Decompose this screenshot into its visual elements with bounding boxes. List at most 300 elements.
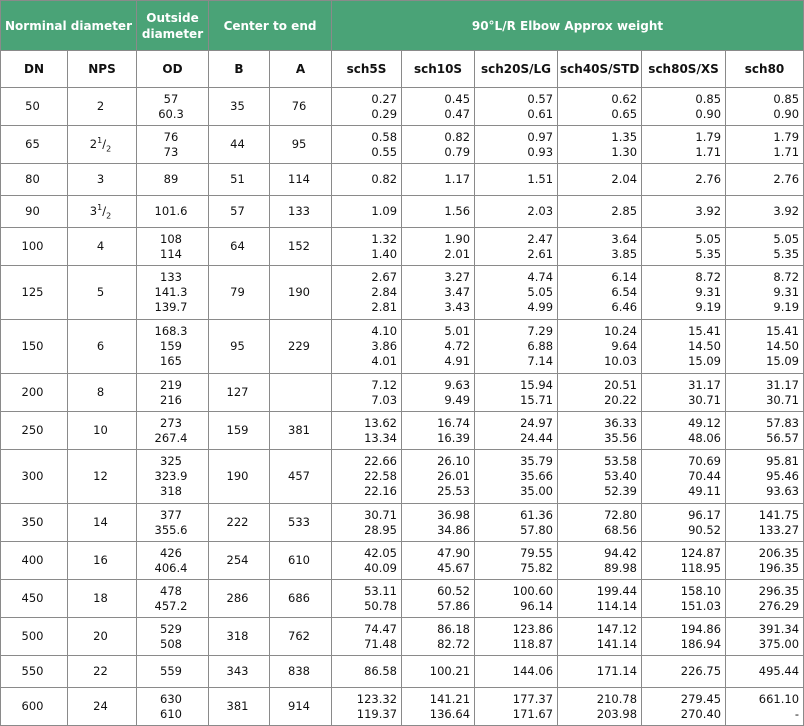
cell-value: 141.21 [429,691,471,706]
cell-value: 1.79 [695,129,722,144]
cell-sch5s [332,266,402,320]
cell-value: 0.90 [773,106,800,121]
cell-dn: 250 [1,412,68,450]
cell-value: 4.72 [444,339,471,353]
nps-whole: 22 [93,664,108,678]
cell-value: 4.99 [527,300,554,314]
cell-value: 478 [160,583,182,598]
table-row [1,450,804,504]
cell-value: 13.34 [364,430,398,445]
cell-value: 5.35 [695,246,722,261]
cell-value: 2.04 [611,172,638,186]
cell-a: 190 [270,266,332,320]
nps-fraction-numerator: 1 [97,136,103,146]
cell-value: 119.37 [356,706,398,721]
cell-sch5s [332,542,402,580]
cell-sch10s [402,542,475,580]
table-row [1,618,804,656]
cell-od [137,320,209,374]
group-header-row [1,1,804,51]
cell-a: 610 [270,542,332,580]
nps-whole: 4 [96,239,105,253]
cell-value: 7.29 [527,324,554,338]
cell-value: 3.86 [371,339,398,353]
cell-value: 35.00 [520,484,554,498]
cell-value: 1.90 [444,231,471,246]
cell-sch80s [642,374,726,412]
cell-value: 2.47 [527,231,554,246]
cell-sch10s [402,374,475,412]
cell-value: 406.4 [154,560,188,575]
table-row [1,688,804,726]
cell-value: 226.75 [680,664,722,678]
cell-value: 86.18 [437,621,471,636]
cell-value: 0.57 [527,91,554,106]
cell-dn: 350 [1,504,68,542]
cell-nps [68,542,137,580]
cell-value: 68.56 [604,522,638,537]
cell-value: 16.74 [437,415,471,430]
cell-value: 1.09 [371,204,398,218]
nps-whole: 3 [96,172,105,186]
nps-whole: 14 [93,515,108,529]
cell-value: 20.51 [604,377,638,392]
cell-value: 168.3 [154,324,188,338]
table-row [1,126,804,164]
cell-value: 9.19 [695,300,722,314]
cell-a: 838 [270,656,332,688]
cell-sch10s [402,412,475,450]
cell-sch80 [726,542,804,580]
cell-value: 2.03 [527,204,554,218]
cell-value: 71.48 [364,636,398,651]
cell-value: 1.71 [695,144,722,159]
cell-value: 216 [160,392,182,407]
cell-value: 24.97 [520,415,554,430]
cell-value: 89.98 [604,560,638,575]
cell-sch20s [475,504,558,542]
cell-value: 6.14 [611,270,638,284]
cell-value: 6.88 [527,339,554,353]
cell-sch10s [402,320,475,374]
cell-value: 124.87 [680,545,722,560]
cell-value: 5.01 [444,324,471,338]
cell-nps [68,688,137,726]
nps-fraction-denominator: 2 [106,211,112,221]
cell-value: 1.51 [527,172,554,186]
cell-od [137,580,209,618]
cell-sch5s [332,580,402,618]
nps-whole: 2 [96,99,105,113]
cell-sch80 [726,228,804,266]
cell-value: 0.79 [444,144,471,159]
cell-value: 36.33 [604,415,638,430]
cell-sch20s [475,374,558,412]
cell-sch20s [475,412,558,450]
cell-od [137,656,209,688]
cell-dn: 600 [1,688,68,726]
cell-value: 1.71 [773,144,800,159]
cell-dn: 65 [1,126,68,164]
cell-sch80s [642,320,726,374]
cell-value: 70.69 [688,454,722,468]
cell-sch40s [558,450,642,504]
cell-value: 3.92 [773,204,800,218]
column-header-a: A [270,51,332,88]
cell-value: 0.82 [444,129,471,144]
table-row [1,320,804,374]
cell-value: 36.98 [437,507,471,522]
cell-value: 529 [160,621,182,636]
cell-value: 6.46 [611,300,638,314]
cell-sch5s [332,618,402,656]
cell-value: 60.3 [158,106,184,121]
cell-value: 57.83 [766,415,800,430]
cell-value: 95.46 [766,469,800,483]
cell-value: 141.3 [154,285,188,299]
cell-value: 22.66 [364,454,398,468]
nps-whole: 8 [96,385,105,399]
column-header-sch5s: sch5S [332,51,402,88]
header-center-to-end: Center to end [209,1,332,51]
cell-value: 20.22 [604,392,638,407]
cell-value: 151.03 [680,598,722,613]
cell-value: 133 [160,270,182,284]
cell-value: 94.42 [604,545,638,560]
cell-nps [68,266,137,320]
cell-value: 661.10 [758,691,800,706]
cell-value: 2.76 [695,172,722,186]
cell-value: 49.12 [688,415,722,430]
cell-value: 56.57 [766,430,800,445]
cell-sch80s [642,88,726,126]
cell-sch20s [475,542,558,580]
cell-a: 95 [270,126,332,164]
cell-value: 28.95 [364,522,398,537]
cell-value: 3.27 [444,270,471,284]
cell-value: 4.91 [444,354,471,368]
cell-value: 96.14 [520,598,554,613]
cell-nps [68,450,137,504]
cell-value: 8.72 [695,270,722,284]
cell-value: 30.71 [688,392,722,407]
cell-nps [68,412,137,450]
cell-value: 270.40 [680,706,722,721]
nps-whole: 5 [96,285,105,299]
table-row [1,228,804,266]
cell-sch40s [558,374,642,412]
table-body [1,88,804,726]
cell-a: 381 [270,412,332,450]
cell-od [137,450,209,504]
cell-sch80 [726,618,804,656]
cell-dn: 550 [1,656,68,688]
cell-value: 108 [160,231,182,246]
cell-value: 210.78 [596,691,638,706]
cell-value: 203.98 [596,706,638,721]
cell-value: 45.67 [437,560,471,575]
cell-od [137,164,209,196]
cell-sch5s [332,374,402,412]
cell-sch5s [332,164,402,196]
cell-sch80 [726,504,804,542]
cell-value: 70.44 [688,469,722,483]
cell-sch80s [642,504,726,542]
cell-b: 79 [209,266,270,320]
cell-value: 79.55 [520,545,554,560]
cell-value: 2.61 [527,246,554,261]
cell-sch80 [726,126,804,164]
nps-whole: 10 [93,423,108,437]
cell-sch5s [332,88,402,126]
cell-value: - [794,706,800,721]
cell-value: 13.62 [364,415,398,430]
cell-sch20s [475,88,558,126]
cell-value: 5.05 [695,231,722,246]
cell-value: 0.82 [371,172,398,186]
cell-value: 50.78 [364,598,398,613]
cell-dn: 200 [1,374,68,412]
cell-b: 318 [209,618,270,656]
cell-sch40s [558,542,642,580]
cell-nps: $3^1/_2$ [68,196,137,228]
cell-value: 9.31 [695,285,722,299]
cell-value: 177.37 [512,691,554,706]
cell-value: 34.86 [437,522,471,537]
cell-sch5s [332,320,402,374]
cell-value: 1.32 [371,231,398,246]
cell-sch40s [558,504,642,542]
nps-whole: 3 [89,204,98,218]
cell-dn: 450 [1,580,68,618]
cell-nps: $2^1/_2$ [68,126,137,164]
cell-sch80 [726,656,804,688]
cell-b: 57 [209,196,270,228]
cell-value: 123.32 [356,691,398,706]
cell-value: 0.97 [527,129,554,144]
cell-a: 457 [270,450,332,504]
cell-sch80 [726,374,804,412]
cell-sch80s [642,688,726,726]
cell-sch80s [642,266,726,320]
cell-sch20s [475,320,558,374]
cell-sch40s [558,196,642,228]
cell-sch40s [558,688,642,726]
cell-sch10s [402,164,475,196]
cell-sch80s [642,126,726,164]
column-header-dn: DN [1,51,68,88]
cell-value: 0.85 [695,91,722,106]
cell-b: 127 [209,374,270,412]
nps-whole: 6 [96,339,105,353]
cell-value: 73 [163,144,179,159]
cell-value: 96.17 [688,507,722,522]
nps-whole: 12 [93,469,108,483]
nps-whole: 2 [89,137,98,151]
cell-sch80 [726,196,804,228]
cell-sch20s [475,228,558,266]
cell-value: 57.80 [520,522,554,537]
table-row [1,412,804,450]
cell-b: 222 [209,504,270,542]
cell-value: 2.81 [371,300,398,314]
cell-sch40s [558,580,642,618]
cell-value: 53.40 [604,469,638,483]
cell-a [270,374,332,412]
cell-sch80s [642,450,726,504]
cell-nps [68,228,137,266]
cell-sch10s [402,450,475,504]
cell-dn: 125 [1,266,68,320]
cell-value: 0.45 [444,91,471,106]
cell-sch10s [402,266,475,320]
cell-value: 3.64 [611,231,638,246]
cell-value: 1.35 [611,129,638,144]
cell-value: 35.79 [520,454,554,468]
cell-a: 76 [270,88,332,126]
cell-value: 15.41 [688,324,722,338]
cell-od [137,504,209,542]
cell-value: 40.09 [364,560,398,575]
cell-value: 171.14 [596,664,638,678]
cell-od [137,412,209,450]
cell-dn: 300 [1,450,68,504]
cell-sch40s [558,126,642,164]
cell-value: 76 [163,129,179,144]
cell-value: 47.90 [437,545,471,560]
cell-value: 630 [160,691,182,706]
cell-nps [68,164,137,196]
cell-value: 457.2 [154,598,188,613]
cell-sch80s [642,618,726,656]
cell-value: 1.56 [444,204,471,218]
cell-value: 118.95 [680,560,722,575]
cell-sch10s [402,126,475,164]
cell-sch5s [332,412,402,450]
cell-value: 15.09 [688,354,722,368]
cell-value: 15.09 [766,354,800,368]
cell-value: 16.39 [437,430,471,445]
cell-b: 35 [209,88,270,126]
cell-value: 0.93 [527,144,554,159]
cell-a: 114 [270,164,332,196]
cell-value: 1.30 [611,144,638,159]
cell-value: 15.94 [520,377,554,392]
cell-value: 0.55 [371,144,398,159]
column-header-b: B [209,51,270,88]
cell-od [137,542,209,580]
cell-value: 377 [160,507,182,522]
cell-value: 0.85 [773,91,800,106]
cell-value: 318 [160,484,182,498]
cell-value: 165 [160,354,182,368]
column-header-sch10s: sch10S [402,51,475,88]
cell-value: 495.44 [758,664,800,678]
cell-value: 15.71 [520,392,554,407]
cell-value: 100.60 [512,583,554,598]
table-row [1,580,804,618]
cell-value: 8.72 [773,270,800,284]
cell-value: 194.86 [680,621,722,636]
cell-value: 114.14 [596,598,638,613]
cell-value: 219 [160,377,182,392]
cell-a: 914 [270,688,332,726]
cell-sch80s [642,412,726,450]
cell-value: 9.64 [611,339,638,353]
cell-nps [68,374,137,412]
cell-sch40s [558,266,642,320]
header-nominal-diameter: Norminal diameter [1,1,137,51]
cell-value: 57 [163,91,179,106]
cell-value: 52.39 [604,484,638,498]
cell-value: 26.01 [437,469,471,483]
cell-value: 0.58 [371,129,398,144]
cell-value: 3.43 [444,300,471,314]
cell-b: 343 [209,656,270,688]
cell-value: 30.71 [766,392,800,407]
cell-sch80s [642,228,726,266]
cell-value: 95.81 [766,454,800,468]
cell-value: 5.05 [773,231,800,246]
cell-od [137,196,209,228]
cell-sch5s [332,228,402,266]
cell-value: 199.44 [596,583,638,598]
cell-value: 4.74 [527,270,554,284]
cell-value: 35.56 [604,430,638,445]
cell-b: 254 [209,542,270,580]
cell-nps [68,88,137,126]
cell-sch20s [475,450,558,504]
nps-fraction-numerator: 1 [97,203,103,213]
cell-value: 147.12 [596,621,638,636]
cell-od [137,266,209,320]
cell-value: 35.66 [520,469,554,483]
cell-sch10s [402,580,475,618]
cell-value: 114 [160,246,182,261]
cell-value: 26.10 [437,454,471,468]
table-row [1,504,804,542]
cell-b: 381 [209,688,270,726]
cell-value: 323.9 [154,469,188,483]
cell-a: 686 [270,580,332,618]
cell-value: 144.06 [512,664,554,678]
cell-b: 286 [209,580,270,618]
cell-nps [68,320,137,374]
cell-value: 82.72 [437,636,471,651]
cell-value: 196.35 [758,560,800,575]
cell-value: 9.31 [773,285,800,299]
cell-a: 152 [270,228,332,266]
cell-b: 51 [209,164,270,196]
cell-dn: 100 [1,228,68,266]
cell-sch40s [558,412,642,450]
cell-value: 3.47 [444,285,471,299]
cell-sch10s [402,656,475,688]
cell-value: 9.19 [773,300,800,314]
cell-value: 7.14 [527,354,554,368]
cell-value: 2.85 [611,204,638,218]
cell-value: 391.34 [758,621,800,636]
column-header-sch20s: sch20S/LG [475,51,558,88]
header-outside-diameter: Outside diameter [137,1,209,51]
cell-value: 25.53 [437,484,471,498]
cell-sch10s [402,504,475,542]
cell-value: 4.01 [371,354,398,368]
cell-sch40s [558,164,642,196]
table-row [1,196,804,228]
cell-value: 136.64 [429,706,471,721]
header-elbow-weight: 90°L/R Elbow Approx weight [332,1,804,51]
